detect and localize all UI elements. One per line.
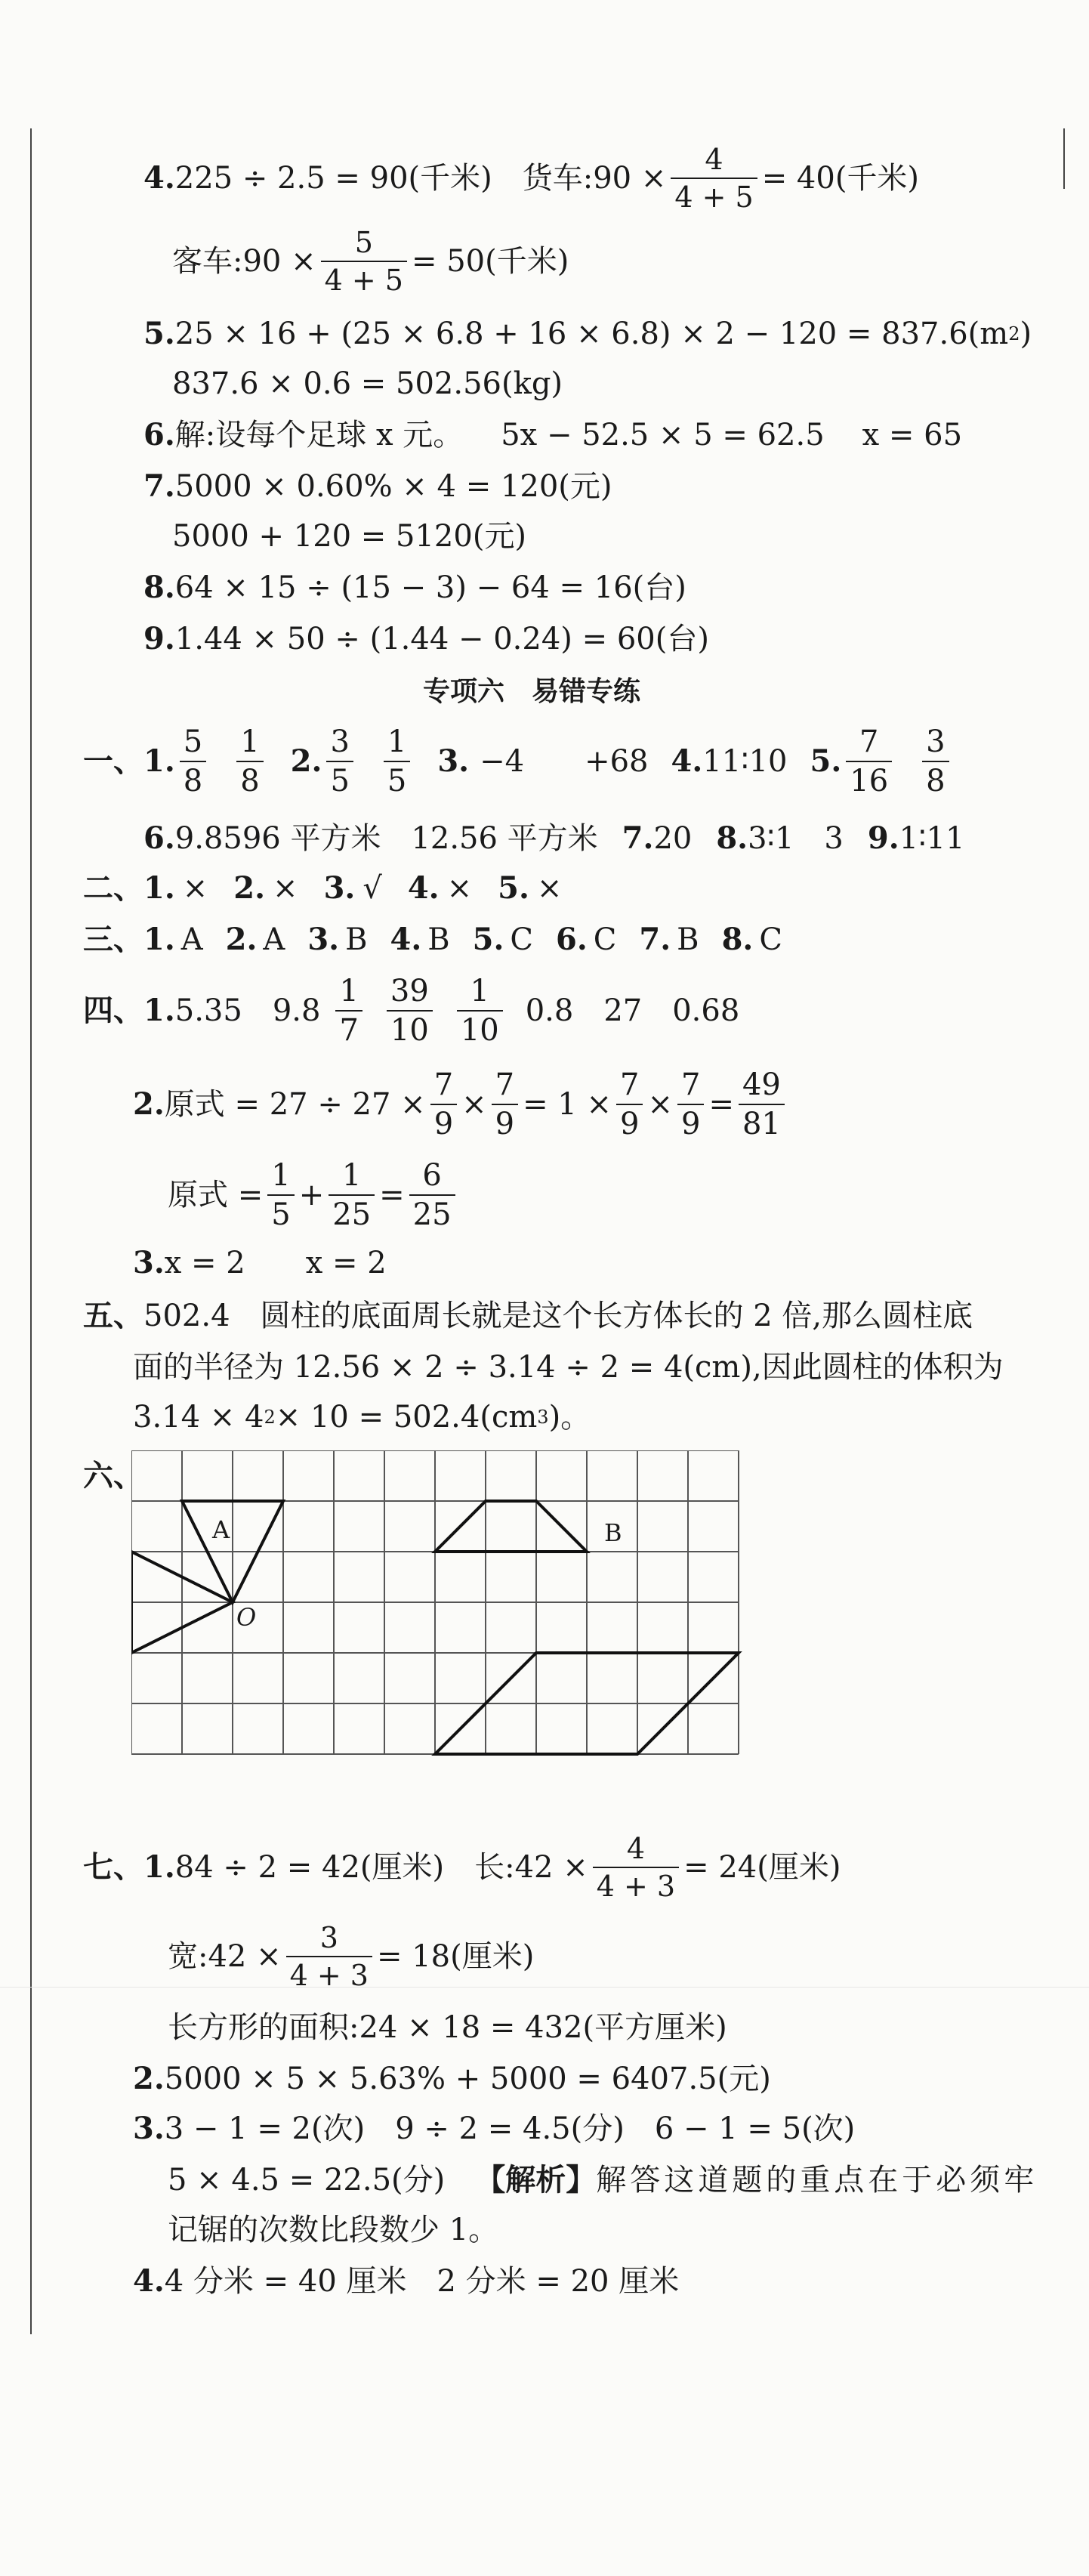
part7-q2 — [133, 2061, 771, 2097]
shape-label-b: B — [604, 1518, 622, 1547]
point-label-o: O — [236, 1603, 257, 1632]
question-number: 3. — [133, 2111, 165, 2146]
question-number: 5. — [472, 922, 504, 957]
fraction: $\frac{7}{9}$ — [430, 1070, 457, 1139]
fraction: $\frac{3}{5}$ — [326, 727, 353, 796]
fraction: $\frac{7}{9}$ — [492, 1070, 518, 1139]
answer-text: 面的半径为 12.56 × 2 ÷ 3.14 ÷ 2 = 4(cm),因此圆柱的体积为 — [133, 1350, 1004, 1385]
question-number: 5. — [810, 743, 842, 779]
question-number: 1. — [143, 743, 175, 779]
answer-choice: B — [427, 922, 450, 957]
answer-text: 长方形的面积:24 × 18 = 432(平方厘米) — [168, 2010, 727, 2045]
answer-mark: × — [446, 871, 473, 906]
section-label: 六、 — [83, 1458, 143, 1493]
section-label: 四、 — [83, 993, 143, 1028]
answer-line-9 — [143, 621, 709, 657]
section-label: 三、 — [83, 922, 143, 957]
part4-q1 — [83, 971, 739, 1050]
answer-text: 解:设每个足球 x 元。 — [174, 418, 464, 452]
answer-text: 3∶1 3 — [748, 821, 844, 856]
answer-line-5b — [172, 366, 563, 402]
part4-q2 — [133, 1065, 789, 1144]
question-number: 7. — [622, 820, 654, 856]
question-number: 6. — [556, 922, 588, 957]
answer-choice: C — [759, 922, 782, 957]
answer-text: 25 × 16 + (25 × 6.8 + 16 × 6.8) × 2 − 120 = 837.6(m — [174, 317, 1009, 351]
answer-text: 837.6 × 0.6 = 502.56(kg) — [172, 366, 563, 401]
answer-text: 原式 = — [168, 1178, 264, 1212]
fraction: $\frac{5}{8}$ — [180, 727, 206, 796]
answer-text: × 10 = 502.4(cm — [275, 1400, 538, 1435]
scan-crease — [0, 1987, 1089, 1988]
answer-choice: B — [677, 922, 699, 957]
answer-text: 5000 × 0.60% × 4 = 120(元) — [174, 469, 612, 504]
answer-line-6 — [143, 417, 962, 453]
answer-text: = 40(千米) — [761, 161, 920, 196]
question-number: 6. — [143, 417, 175, 452]
question-number: 3. — [323, 870, 356, 906]
answer-text: 客车:90 × — [172, 244, 316, 279]
part5-line2 — [133, 1349, 1004, 1385]
part1-row1 — [83, 724, 954, 799]
operator: = — [379, 1178, 405, 1212]
answer-text: 长:42 × — [474, 1850, 588, 1885]
answer-text: = 24(厘米) — [683, 1850, 841, 1885]
question-number: 2. — [133, 1086, 165, 1122]
answer-text: )。 — [548, 1400, 591, 1435]
right-margin-line — [1063, 128, 1065, 189]
question-number: 4. — [407, 870, 440, 906]
question-number: 3. — [437, 743, 470, 779]
question-number: 3. — [133, 1245, 165, 1280]
section-label: 二、 — [83, 870, 143, 906]
part7-q1c — [168, 2009, 727, 2046]
answer-text: 1.44 × 50 ÷ (1.44 − 0.24) = 60(台) — [174, 622, 709, 656]
fraction: $\frac{3}{8}$ — [922, 727, 949, 796]
section-label: 七、 — [83, 1849, 143, 1885]
question-number: 4. — [671, 743, 703, 779]
answer-mark: × — [273, 871, 298, 906]
section-label: 五、 — [83, 1298, 143, 1333]
fraction: $\frac{6}{25}$ — [409, 1160, 455, 1230]
question-number: 8. — [721, 922, 754, 957]
operator: × — [461, 1087, 487, 1122]
section-title: 专项六 易错专练 — [423, 676, 641, 707]
answer-text: 84 ÷ 2 = 42(厘米) — [174, 1850, 445, 1885]
answer-mark: × — [182, 871, 208, 906]
question-number: 3. — [307, 922, 340, 957]
answer-choice: C — [593, 922, 617, 957]
shape-label-a: A — [212, 1515, 230, 1544]
part4-q3 — [133, 1245, 387, 1281]
answer-text: 原式 = 27 ÷ 27 × — [164, 1087, 426, 1122]
answer-text: 5 × 4.5 = 22.5(分) — [168, 2163, 476, 2198]
question-number: 9. — [867, 820, 899, 856]
answer-text: = 18(厘米) — [376, 1939, 535, 1974]
fraction: $\frac{1}{8}$ — [236, 727, 263, 796]
question-number: 5. — [498, 870, 529, 906]
analysis-tag: 【解析】 — [475, 2162, 597, 2198]
part7-q4 — [133, 2263, 679, 2300]
operator: × — [647, 1087, 673, 1122]
part4-q2b — [168, 1156, 460, 1234]
answer-text: 5000 + 120 = 5120(元) — [172, 519, 527, 554]
part7-q1b — [168, 1921, 535, 1992]
answer-text: 5000 × 5 × 5.63% + 5000 = 6407.5(元) — [164, 2062, 771, 2096]
question-number: 7. — [639, 922, 671, 957]
left-margin-line — [30, 128, 32, 2334]
answer-text: ) — [1020, 317, 1032, 351]
answer-text: 64 × 15 ÷ (15 − 3) − 64 = 16(台) — [174, 570, 686, 605]
answer-text: = 50(千米) — [411, 244, 569, 279]
answer-text: 记锯的次数比段数少 1。 — [168, 2213, 499, 2247]
part5-line3: 3.14 × 4 2 × 10 = 502.4(cm 3 )。 — [133, 1400, 591, 1435]
question-number: 2. — [290, 743, 322, 779]
answer-text: 502.4 圆柱的底面周长就是这个长方体长的 2 倍,那么圆柱底 — [143, 1299, 973, 1333]
question-number: 2. — [233, 870, 266, 906]
part7-q3c — [168, 2212, 498, 2248]
answer-text: −4 +68 — [480, 744, 649, 779]
fraction: $\frac{7}{16}$ — [846, 727, 892, 796]
question-number: 4. — [133, 2263, 165, 2299]
operator: = — [708, 1087, 734, 1122]
question-number: 9. — [143, 621, 175, 656]
answer-line-5: 5. 25 × 16 + (25 × 6.8 + 16 × 6.8) × 2 − 120 = 837.6(m 2 ) — [143, 316, 1032, 351]
answer-text: 20 — [653, 821, 693, 856]
answer-line-4b — [172, 226, 569, 297]
fraction: $\frac{7}{9}$ — [677, 1070, 704, 1139]
fraction: $\frac{1}{5}$ — [384, 727, 410, 796]
answer-text: 5.35 9.8 — [174, 993, 321, 1028]
parallelogram-b — [435, 1501, 587, 1552]
fraction: $\frac{39}{10}$ — [387, 976, 433, 1046]
question-number: 4. — [390, 922, 422, 957]
fraction: $\frac{7}{9}$ — [616, 1070, 643, 1139]
question-number: 8. — [143, 570, 175, 605]
answer-text: x = 2 x = 2 — [164, 1246, 387, 1280]
question-number: 8. — [716, 820, 748, 856]
answer-line-7b — [172, 518, 526, 554]
question-number: 4. — [143, 160, 175, 196]
answer-text: 225 ÷ 2.5 = 90(千米) — [174, 161, 492, 196]
answer-text: 9.8596 平方米 12.56 平方米 — [174, 821, 598, 856]
answer-choice: B — [345, 922, 368, 957]
fraction: $\frac{5}{4 + 5}$ — [321, 228, 407, 295]
part1-row2 — [143, 820, 964, 857]
part7-q3b — [168, 2162, 1038, 2198]
answer-line-4 — [143, 143, 920, 214]
question-number: 7. — [143, 468, 175, 504]
answer-choice: A — [263, 922, 285, 957]
part7-q1 — [83, 1832, 841, 1903]
fraction: $\frac{3}{4 + 3}$ — [286, 1923, 372, 1990]
transformation-grid — [131, 1450, 743, 1760]
question-number: 2. — [225, 922, 258, 957]
answer-text: 3 − 1 = 2(次) 9 ÷ 2 = 4.5(分) 6 − 1 = 5(次) — [164, 2111, 856, 2146]
operator: + — [298, 1178, 325, 1212]
fraction: $\frac{1}{7}$ — [335, 976, 362, 1046]
question-number: 1. — [143, 922, 175, 957]
answer-text: = 1 × — [523, 1087, 612, 1122]
question-number: 1. — [143, 1849, 175, 1885]
answer-text: 宽:42 × — [168, 1939, 282, 1974]
answer-text: 货车:90 × — [522, 161, 667, 196]
question-number: 6. — [143, 820, 175, 856]
answer-mark: × — [536, 871, 563, 906]
part2-row — [83, 870, 562, 907]
question-number: 5. — [143, 316, 175, 351]
answer-text: 5x − 52.5 × 5 = 62.5 — [501, 418, 825, 452]
answer-text: 1∶11 — [899, 821, 965, 856]
question-number: 1. — [143, 870, 175, 906]
question-number: 2. — [133, 2061, 165, 2096]
fraction: $\frac{1}{25}$ — [329, 1160, 375, 1230]
answer-text: 4 分米 = 40 厘米 2 分米 = 20 厘米 — [164, 2264, 680, 2299]
part3-row — [83, 922, 782, 958]
fraction: $\frac{4}{4 + 5}$ — [671, 145, 757, 212]
answer-text: x = 65 — [862, 418, 963, 452]
section-label: 一、 — [83, 743, 143, 779]
part7-q3 — [133, 2111, 855, 2147]
fraction: $\frac{1}{10}$ — [457, 976, 503, 1046]
part5-line1 — [83, 1298, 973, 1334]
answer-line-7 — [143, 468, 612, 505]
answer-text: 0.8 27 0.68 — [525, 993, 740, 1028]
answer-mark: √ — [362, 871, 382, 906]
fraction: $\frac{49}{81}$ — [739, 1070, 785, 1139]
answer-text: 解答这道题的重点在于必须牢 — [596, 2163, 1038, 2198]
answer-line-8 — [143, 570, 686, 606]
answer-text: 11∶10 — [702, 744, 788, 779]
answer-choice: A — [180, 922, 203, 957]
fraction: $\frac{4}{4 + 3}$ — [593, 1834, 679, 1901]
answer-text: 3.14 × 4 — [133, 1400, 264, 1435]
question-number: 1. — [143, 993, 175, 1028]
fraction: $\frac{1}{5}$ — [267, 1160, 294, 1230]
answer-choice: C — [510, 922, 534, 957]
